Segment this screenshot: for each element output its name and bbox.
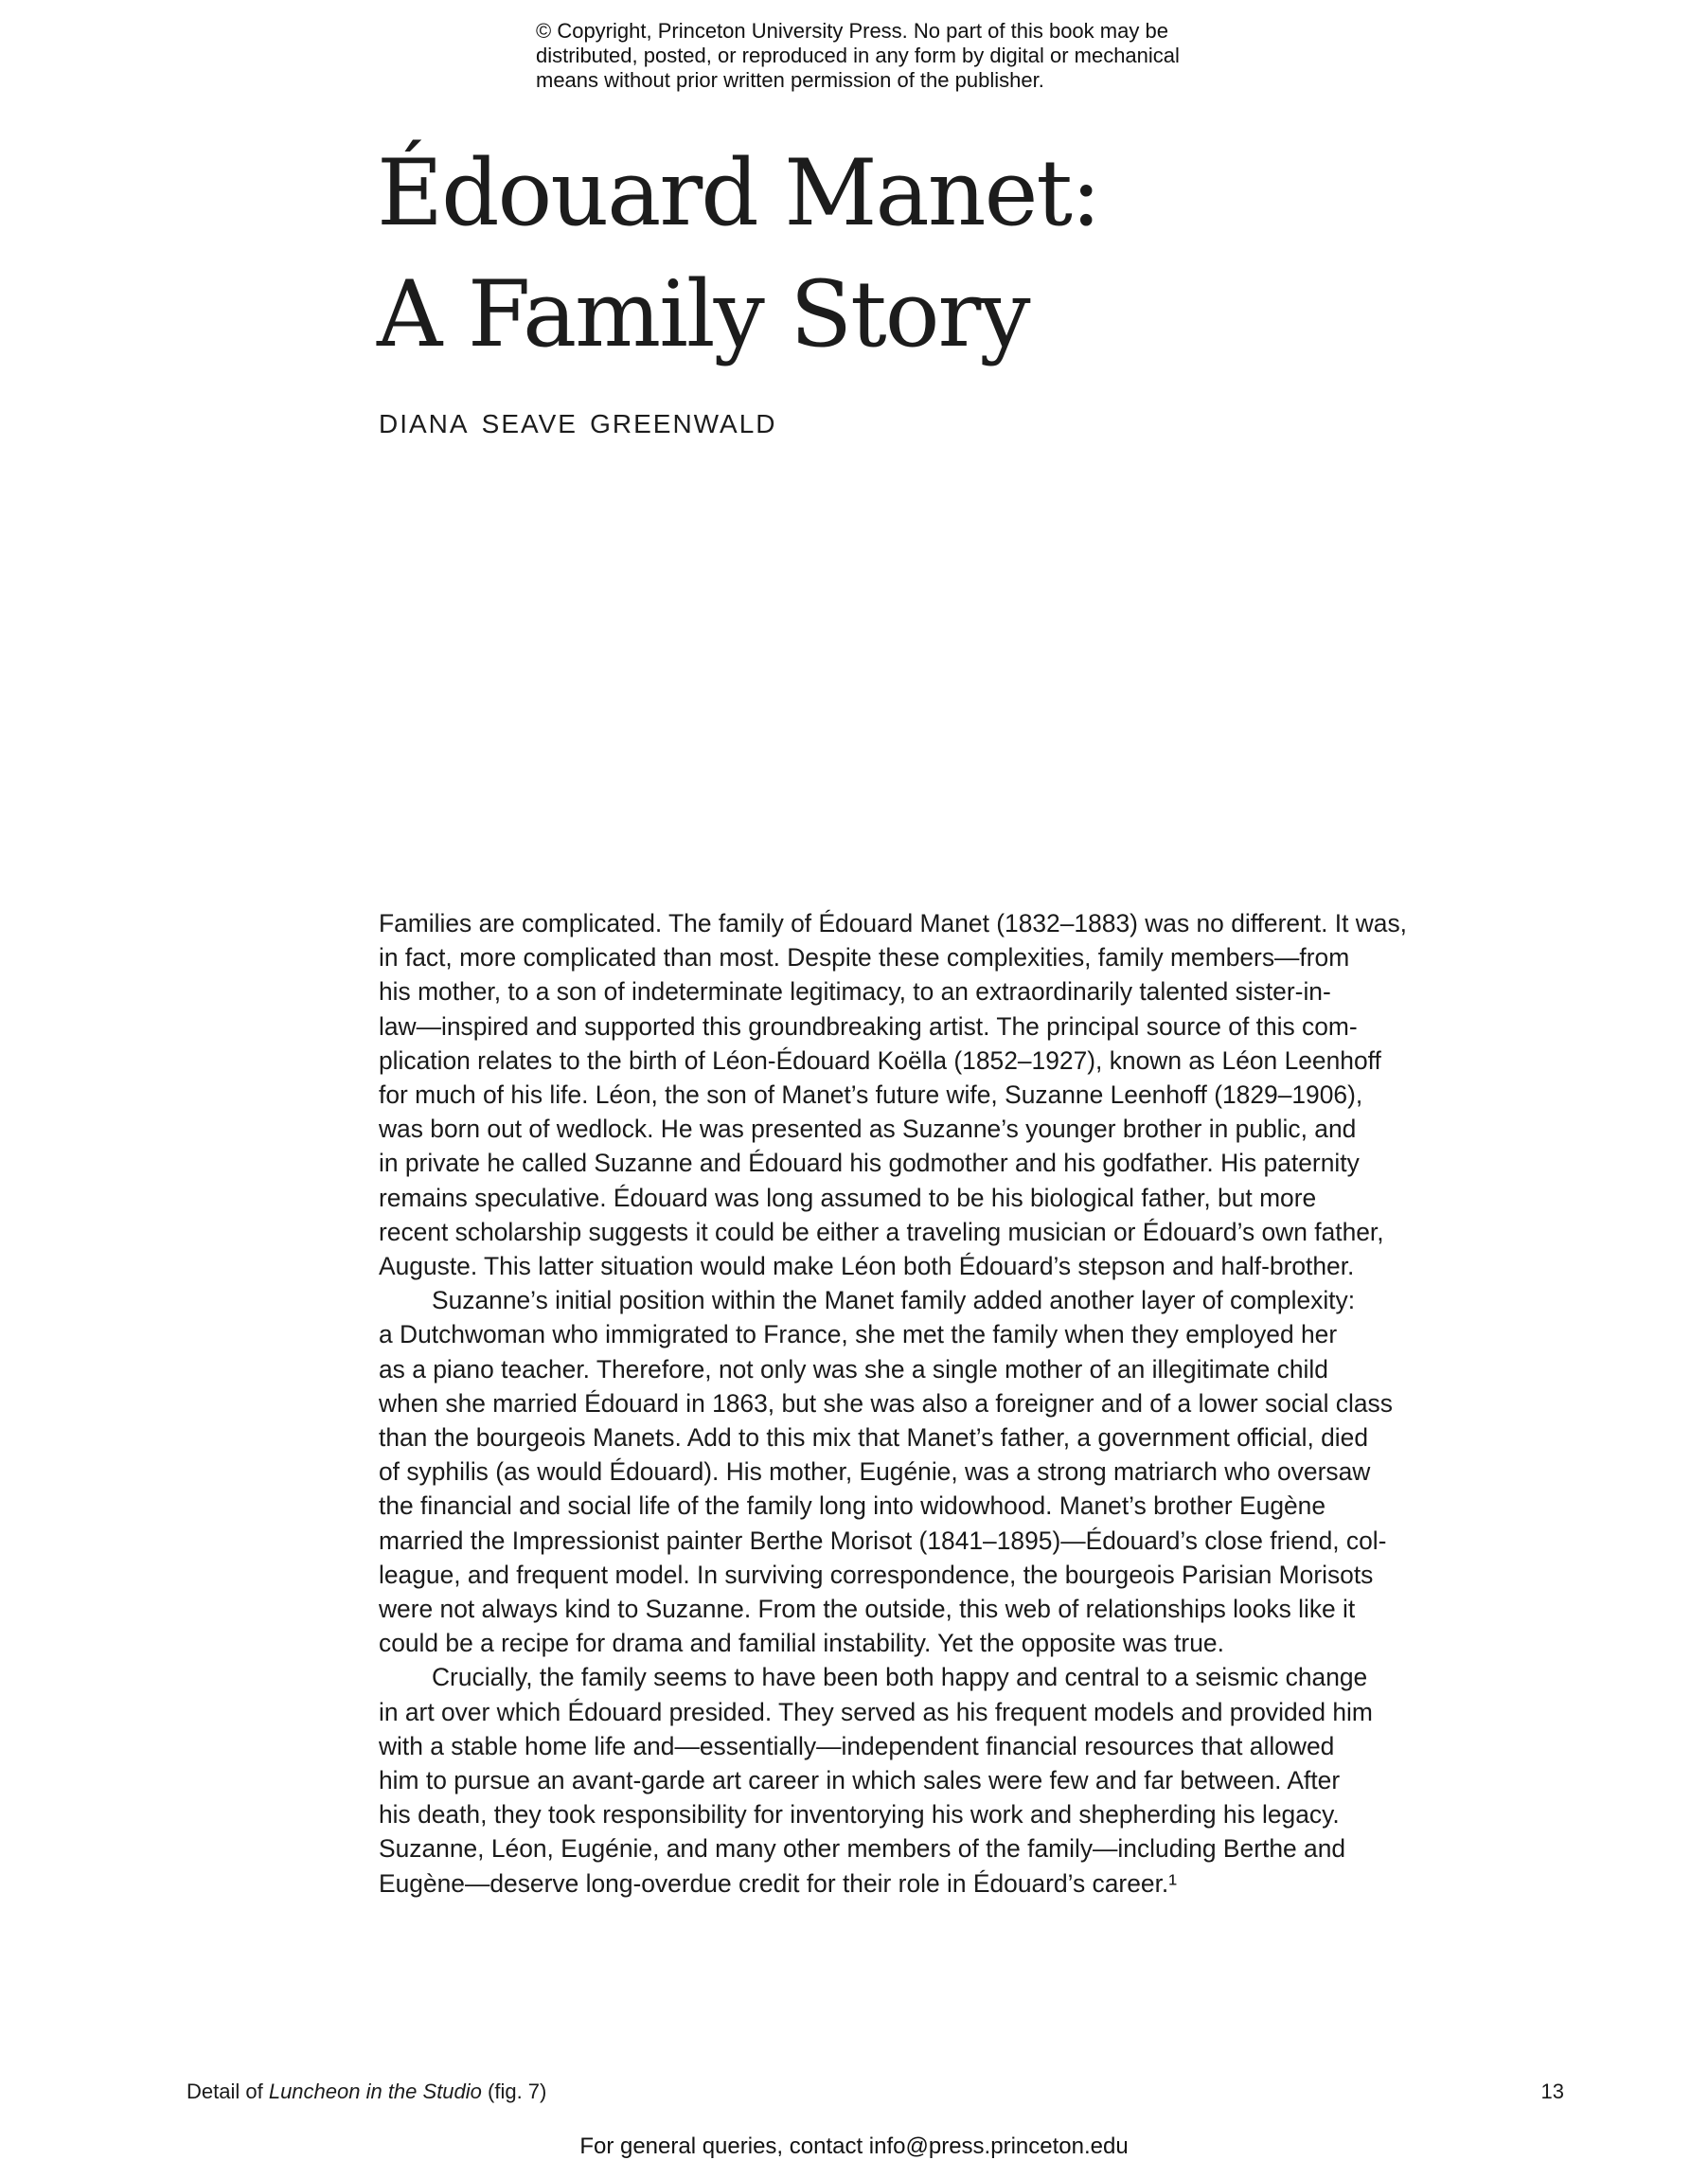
- text-line: in private he called Suzanne and Édouard his godmother and his godfather. His paternity: [379, 1149, 1360, 1178]
- text-line: his death, they took responsibility for inventorying his work and shepherding his legacy.: [379, 1800, 1340, 1830]
- figure-caption: [187, 2079, 546, 2105]
- text-line: in fact, more complicated than most. Despite these complexities, family members—from: [379, 943, 1350, 973]
- text-line: could be a recipe for drama and familial instability. Yet the opposite was true.: [379, 1629, 1224, 1658]
- paragraph-1: [379, 906, 1407, 1283]
- text-line: recent scholarship suggests it could be either a traveling musician or Édouard’s own father,: [379, 1217, 1384, 1246]
- text-line: married the Impressionist painter Berthe Morisot (1841–1895)—Édouard’s close friend, col-: [379, 1526, 1387, 1555]
- paragraph-3: [379, 1660, 1382, 1900]
- text-line: Suzanne, Léon, Eugénie, and many other members of the family—including Berthe and: [379, 1834, 1346, 1864]
- chapter-title-line: Édouard Manet:: [377, 140, 1100, 246]
- text-line: the financial and social life of the family long into widowhood. Manet’s brother Eugène: [379, 1491, 1326, 1521]
- text-line: than the bourgeois Manets. Add to this mix that Manet’s father, a government official, died: [379, 1423, 1369, 1453]
- text-line: was born out of wedlock. He was presented as Suzanne’s younger brother in public, and: [379, 1115, 1357, 1144]
- chapter-body: [379, 906, 1407, 1901]
- caption-artwork-title: Luncheon in the Studio: [268, 2080, 482, 2103]
- text-line: a Dutchwoman who immigrated to France, she met the family when they employed her: [379, 1320, 1338, 1349]
- contact-line: For general queries, contact info@press.princeton.edu: [579, 2133, 1129, 2159]
- page-number: 13: [1540, 2080, 1564, 2103]
- text-line: remains speculative. Édouard was long assumed to be his biological father, but more: [379, 1183, 1317, 1212]
- chapter-title-line: A Family Story: [377, 261, 1029, 367]
- paragraph-2: [379, 1283, 1393, 1660]
- text-line: his mother, to a son of indeterminate legitimacy, to an extraordinarily talented sister-in-: [379, 977, 1331, 1007]
- copyright-line: means without prior written permission of the publisher.: [536, 68, 1044, 92]
- caption-prefix: Detail of: [187, 2080, 269, 2103]
- text-line: when she married Édouard in 1863, but she was also a foreigner and of a lower social class: [379, 1388, 1393, 1418]
- text-line: were not always kind to Suzanne. From the outside, this web of relationships looks like it: [379, 1595, 1356, 1624]
- text-line: with a stable home life and—essentially—independent financial resources that allowed: [379, 1731, 1335, 1760]
- text-line: Crucially, the family seems to have been both happy and central to a seismic change: [432, 1663, 1368, 1692]
- text-line: Auguste. This latter situation would make Léon both Édouard’s stepson and half-brother.: [379, 1252, 1355, 1281]
- text-line: law—inspired and supported this groundbreaking artist. The principal source of this com-: [379, 1011, 1358, 1041]
- text-line: Eugène—deserve long-overdue credit for their role in Édouard’s career.¹: [379, 1868, 1178, 1898]
- text-line: of syphilis (as would Édouard). His mother, Eugénie, was a strong matriarch who oversaw: [379, 1457, 1371, 1487]
- copyright-notice: [536, 19, 1255, 93]
- copyright-line: distributed, posted, or reproduced in any form by digital or mechanical: [536, 44, 1180, 67]
- chapter-title: [377, 133, 1099, 375]
- text-line: league, and frequent model. In surviving correspondence, the bourgeois Parisian Morisots: [379, 1560, 1374, 1589]
- caption-suffix: (fig. 7): [481, 2080, 547, 2103]
- chapter-author: diana seave greenwald: [379, 400, 777, 441]
- text-line: for much of his life. Léon, the son of Manet’s future wife, Suzanne Leenhoff (1829–1906),: [379, 1080, 1363, 1110]
- text-line: as a piano teacher. Therefore, not only was she a single mother of an illegitimate child: [379, 1354, 1328, 1384]
- text-line: in art over which Édouard presided. They served as his frequent models and provided him: [379, 1697, 1373, 1726]
- text-line: him to pursue an avant-garde art career in which sales were few and far between. After: [379, 1766, 1341, 1795]
- text-line: plication relates to the birth of Léon-Édouard Koëlla (1852–1927), known as Léon Leenhoff: [379, 1045, 1381, 1075]
- text-line: Suzanne’s initial position within the Manet family added another layer of complexity:: [432, 1286, 1356, 1315]
- copyright-line: © Copyright, Princeton University Press. No part of this book may be: [536, 19, 1168, 43]
- text-line: Families are complicated. The family of Édouard Manet (1832–1883) was no different. It was,: [379, 909, 1407, 937]
